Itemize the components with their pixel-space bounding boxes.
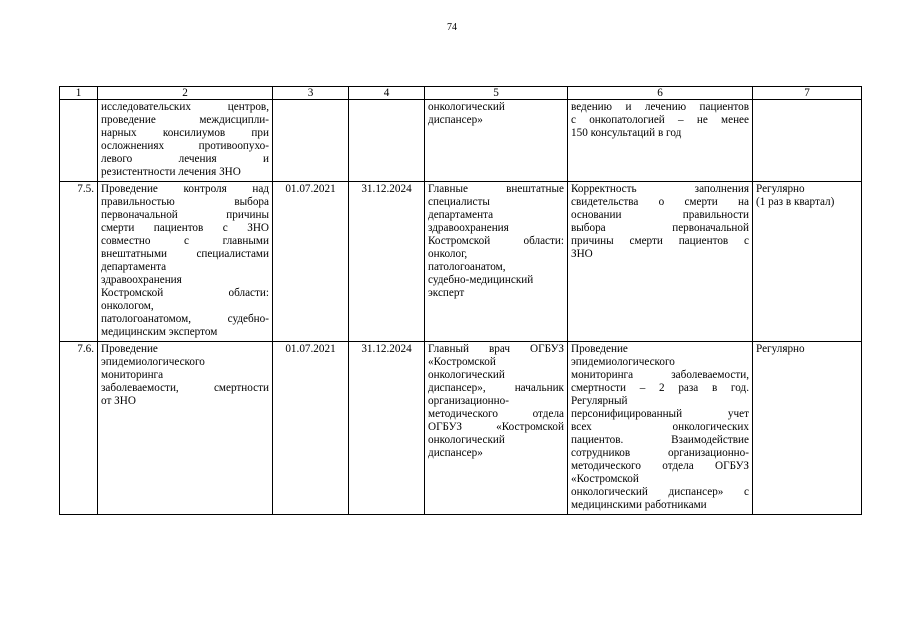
cell-responsible (425, 100, 568, 182)
cell-text-line: Регулярный (571, 395, 628, 407)
cell-text-line: судебно-медицинский (428, 274, 534, 286)
cell-text-line: онкологический (428, 434, 505, 446)
cell-text-line: мониторинга заболеваемости, (571, 369, 749, 381)
cell-text-line: эпидемиологического (101, 356, 205, 368)
cell-end-date (349, 100, 425, 182)
cell-text-line: нарных консилиумов при (101, 127, 269, 139)
cell-text-line: внештатными специалистами (101, 248, 269, 260)
column-header: 3 (273, 87, 349, 100)
cell-start-date: 01.07.2021 (273, 182, 349, 342)
cell-event (98, 182, 273, 342)
cell-text-line: проведение междисципли- (101, 114, 269, 126)
cell-text-line: медицинским экспертом (101, 326, 218, 338)
table-row (60, 100, 862, 182)
column-header: 1 (60, 87, 98, 100)
cell-text-line: патологоанатом, (428, 261, 506, 273)
cell-text-line: диспансер» (428, 114, 483, 126)
cell-text-line: всех онкологических (571, 421, 749, 433)
cell-text-line: выбора первоначальной (571, 222, 749, 234)
cell-text-line: Проведение контроля над (101, 183, 269, 195)
cell-text-line: причины смерти пациентов с (571, 235, 749, 247)
cell-frequency (753, 100, 862, 182)
column-header: 5 (425, 87, 568, 100)
cell-text-line: смерти пациентов с ЗНО (101, 222, 269, 234)
column-header: 7 (753, 87, 862, 100)
cell-text-line: резистентности лечения ЗНО (101, 166, 241, 178)
cell-frequency (753, 342, 862, 515)
cell-text-line: левого лечения и (101, 153, 269, 165)
column-header: 6 (568, 87, 753, 100)
table-row (60, 342, 862, 515)
cell-text-line: правильностью выбора (101, 196, 269, 208)
cell-event (98, 342, 273, 515)
cell-text-line: от ЗНО (101, 395, 136, 407)
cell-text-line: департамента (428, 209, 494, 221)
cell-text-line: ОГБУЗ «Костромской (428, 421, 564, 433)
cell-text-line: Главный врач ОГБУЗ (428, 343, 564, 355)
cell-text-line: смертности – 2 раза в год. (571, 382, 749, 394)
cell-text-line: департамента (101, 261, 167, 273)
cell-text-line: диспансер» (428, 447, 483, 459)
cell-frequency (753, 182, 862, 342)
cell-text-line: осложнениях противоопухо- (101, 140, 269, 152)
cell-text-line: Корректность заполнения (571, 183, 749, 195)
cell-end-date: 31.12.2024 (349, 342, 425, 515)
cell-responsible (425, 342, 568, 515)
cell-text-line: (1 раз в квартал) (756, 196, 835, 208)
cell-text-line: эпидемиологического (571, 356, 675, 368)
cell-text-line: эксперт (428, 287, 465, 299)
cell-text-line: онкологический диспансер» с (571, 486, 749, 498)
cell-end-date: 31.12.2024 (349, 182, 425, 342)
column-header: 2 (98, 87, 273, 100)
cell-text-line: Регулярно (756, 183, 805, 195)
cell-text-line: заболеваемости, смертности (101, 382, 269, 394)
cell-text-line: 150 консультаций в год (571, 127, 682, 139)
cell-number: 7.6. (60, 342, 98, 515)
cell-text-line: первоначальной причины (101, 209, 269, 221)
cell-text-line: мониторинга (101, 369, 164, 381)
page-number: 74 (447, 22, 457, 33)
cell-number (60, 100, 98, 182)
cell-text-line: исследовательских центров, (101, 101, 269, 113)
action-plan-table (59, 86, 862, 515)
cell-text-line: пациентов. Взаимодействие (571, 434, 749, 446)
cell-event (98, 100, 273, 182)
cell-result (568, 100, 753, 182)
cell-text-line: основании правильности (571, 209, 749, 221)
cell-text-line: специалисты (428, 196, 490, 208)
cell-text-line: онколог, (428, 248, 468, 260)
cell-text-line: онкологический (428, 369, 505, 381)
cell-text-line: Костромской области: (428, 235, 564, 247)
cell-text-line: ЗНО (571, 248, 593, 260)
cell-responsible (425, 182, 568, 342)
cell-start-date: 01.07.2021 (273, 342, 349, 515)
table-header-row (60, 87, 862, 100)
cell-text-line: методического отдела (428, 408, 564, 420)
cell-text-line: сотрудников организационно- (571, 447, 749, 459)
cell-text-line: Костромской области: (101, 287, 269, 299)
cell-text-line: медицинскими работниками (571, 499, 707, 511)
cell-text-line: организационно- (428, 395, 509, 407)
column-header: 4 (349, 87, 425, 100)
cell-text-line: Проведение (571, 343, 628, 355)
cell-text-line: здравоохранения (101, 274, 182, 286)
cell-text-line: ведению и лечению пациентов (571, 101, 749, 113)
cell-text-line: Регулярно (756, 343, 805, 355)
cell-text-line: совместно с главными (101, 235, 269, 247)
cell-text-line: «Костромской (571, 473, 639, 485)
cell-text-line: свидетельства о смерти на (571, 196, 749, 208)
cell-number: 7.5. (60, 182, 98, 342)
cell-text-line: Проведение (101, 343, 158, 355)
cell-text-line: «Костромской (428, 356, 496, 368)
cell-result (568, 342, 753, 515)
cell-text-line: здравоохранения (428, 222, 509, 234)
cell-text-line: Главные внештатные (428, 183, 564, 195)
cell-text-line: диспансер», начальник (428, 382, 564, 394)
cell-text-line: методического отдела ОГБУЗ (571, 460, 749, 472)
cell-text-line: онкологический (428, 101, 505, 113)
cell-start-date (273, 100, 349, 182)
cell-text-line: персонифицированный учет (571, 408, 749, 420)
cell-text-line: с онкопатологией – не менее (571, 114, 749, 126)
cell-text-line: онкологом, (101, 300, 154, 312)
table-row (60, 182, 862, 342)
cell-result (568, 182, 753, 342)
cell-text-line: патологоанатомом, судебно- (101, 313, 269, 325)
